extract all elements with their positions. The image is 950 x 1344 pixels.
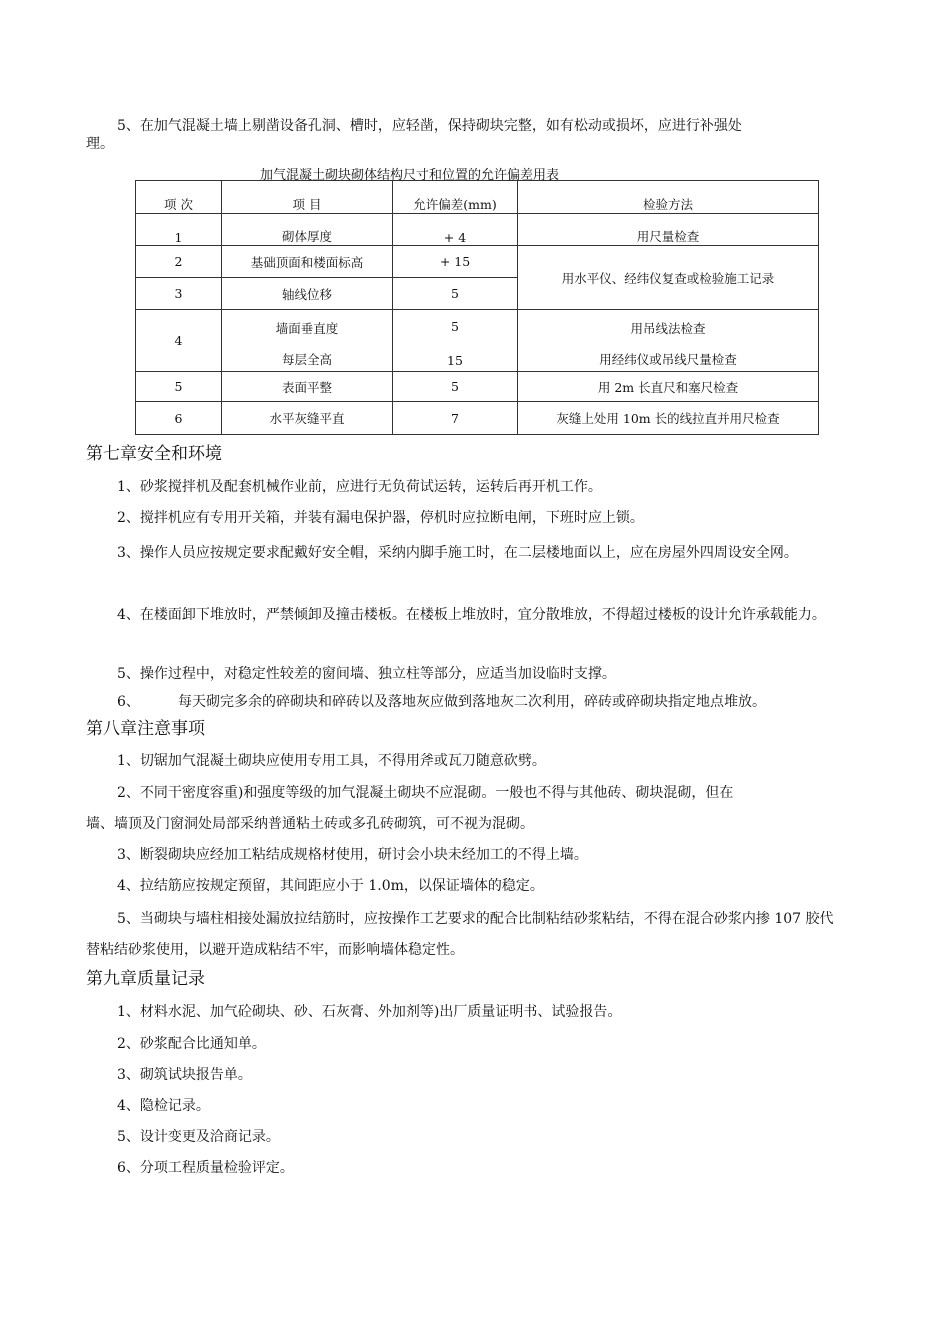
row-method: 灰缝上处用 10m 长的线拉直并用尺检查	[518, 402, 819, 435]
ch8-item-2-line1: 2、不同干密度容重)和强度等级的加气混凝土砌块不应混砌。一般也不得与其他砖、砌块混砌，但在	[117, 785, 734, 801]
row-method-cell	[518, 310, 819, 372]
header-no: 项 次	[136, 181, 222, 214]
table-row	[136, 246, 819, 278]
ch7-item-3: 3、操作人员应按规定要求配戴好安全帽，采纳内脚手施工时，在二层楼地面以上，应在房屋外四周设安全网。	[117, 545, 798, 561]
ch8-item-1: 1、切锯加气混凝土砌块应使用专用工具，不得用斧或瓦刀随意砍劈。	[117, 753, 546, 769]
table-row	[136, 310, 819, 372]
ch9-item: 2、砂浆配合比通知单。	[117, 1036, 266, 1052]
ch9-item: 5、设计变更及洽商记录。	[117, 1129, 280, 1145]
row-method-b: 用经纬仪或吊线尺量检查	[599, 352, 737, 367]
chapter-8-title: 第八章注意事项	[86, 719, 205, 739]
row-tolerance-b: 15	[447, 353, 463, 368]
row-no: 2	[136, 246, 222, 278]
chapter-9-title: 第九章质量记录	[86, 969, 205, 989]
table-caption: 加气混凝土砌块砌体结构尺寸和位置的允许偏差用表	[260, 168, 560, 183]
row-tolerance: + 15	[393, 246, 518, 278]
table-row	[136, 372, 819, 402]
intro-item-5-line2: 理。	[86, 136, 114, 152]
row-item-a: 墙面垂直度	[275, 321, 339, 336]
row-tolerance-a: 5	[451, 319, 459, 334]
row-item-cell	[222, 310, 393, 372]
header-method: 检验方法	[518, 181, 819, 214]
intro-item-5-line1: 5、在加气混凝土墙上剔凿设备孔洞、槽时，应轻凿，保持砌块完整，如有松动或损坏，应进行补强处	[117, 118, 742, 134]
ch7-item-2: 2、搅拌机应有专用开关箱，并装有漏电保护器，停机时应拉断电闸，下班时应上锁。	[117, 510, 644, 526]
row-method: 用 2m 长直尺和塞尺检查	[518, 372, 819, 402]
row-no: 1	[136, 214, 222, 246]
ch7-item-1: 1、砂浆搅拌机及配套机械作业前，应进行无负荷试运转，运转后再开机工作。	[117, 479, 602, 495]
row-tolerance: 5	[393, 278, 518, 310]
row-item: 水平灰缝平直	[222, 402, 393, 435]
table-row	[136, 402, 819, 435]
ch7-item-5: 5、操作过程中，对稳定性较差的窗间墙、独立柱等部分，应适当加设临时支撑。	[117, 666, 616, 682]
ch9-item: 3、砌筑试块报告单。	[117, 1067, 252, 1083]
ch7-item-4: 4、在楼面卸下堆放时，严禁倾卸及撞击楼板。在楼板上堆放时，宜分散堆放，不得超过楼板的设计允许承载能力。	[117, 607, 826, 623]
ch9-item: 4、隐检记录。	[117, 1098, 210, 1114]
ch7-item-6-text: 每天砌完多余的碎砌块和碎砖以及落地灰应做到落地灰二次利用，碎砖或碎砌块指定地点堆放。	[178, 694, 766, 710]
table-row	[136, 214, 819, 246]
row-no: 5	[136, 372, 222, 402]
ch7-item-6-number: 6、	[117, 694, 140, 710]
header-tolerance: 允许偏差(mm)	[393, 181, 518, 214]
row-tolerance-cell	[393, 310, 518, 372]
table-header-row	[136, 181, 819, 214]
ch8-item-4: 4、拉结筋应按规定预留，其间距应小于 1.0m，以保证墙体的稳定。	[117, 878, 544, 894]
row-item: 表面平整	[222, 372, 393, 402]
row-tolerance: + 4	[393, 214, 518, 246]
row-method-a: 用吊线法检查	[630, 321, 706, 336]
row-item: 轴线位移	[222, 278, 393, 310]
row-item: 基础顶面和楼面标高	[222, 246, 393, 278]
header-item: 项 目	[222, 181, 393, 214]
row-tolerance: 7	[393, 402, 518, 435]
row-no: 4	[136, 310, 222, 372]
row-method: 用尺量检查	[518, 214, 819, 246]
row-no: 6	[136, 402, 222, 435]
ch8-item-2-line2: 墙、墙顶及门窗洞处局部采纳普通粘土砖或多孔砖砌筑，可不视为混砌。	[86, 816, 534, 832]
row-item-b: 每层全高	[281, 352, 332, 367]
ch9-item: 1、材料水泥、加气砼砌块、砂、石灰膏、外加剂等)出厂质量证明书、试验报告。	[117, 1004, 622, 1020]
chapter-7-title: 第七章安全和环境	[86, 444, 222, 464]
ch8-item-3: 3、断裂砌块应经加工粘结成规格材使用，研讨会小块未经加工的不得上墙。	[117, 847, 588, 863]
row-tolerance: 5	[393, 372, 518, 402]
ch8-item-5: 5、当砌块与墙柱相接处漏放拉结筋时，应按操作工艺要求的配合比制粘结砂浆粘结，不得在混合砂浆内掺 107 胶代替粘结砂浆使用，以避开造成粘结不牢，而影响墙体稳定性。	[86, 911, 834, 958]
tolerance-table	[135, 180, 819, 435]
row-method: 用水平仪、经纬仪复查或检验施工记录	[518, 246, 819, 310]
row-item: 砌体厚度	[222, 214, 393, 246]
row-no: 3	[136, 278, 222, 310]
ch9-item: 6、分项工程质量检验评定。	[117, 1160, 294, 1176]
